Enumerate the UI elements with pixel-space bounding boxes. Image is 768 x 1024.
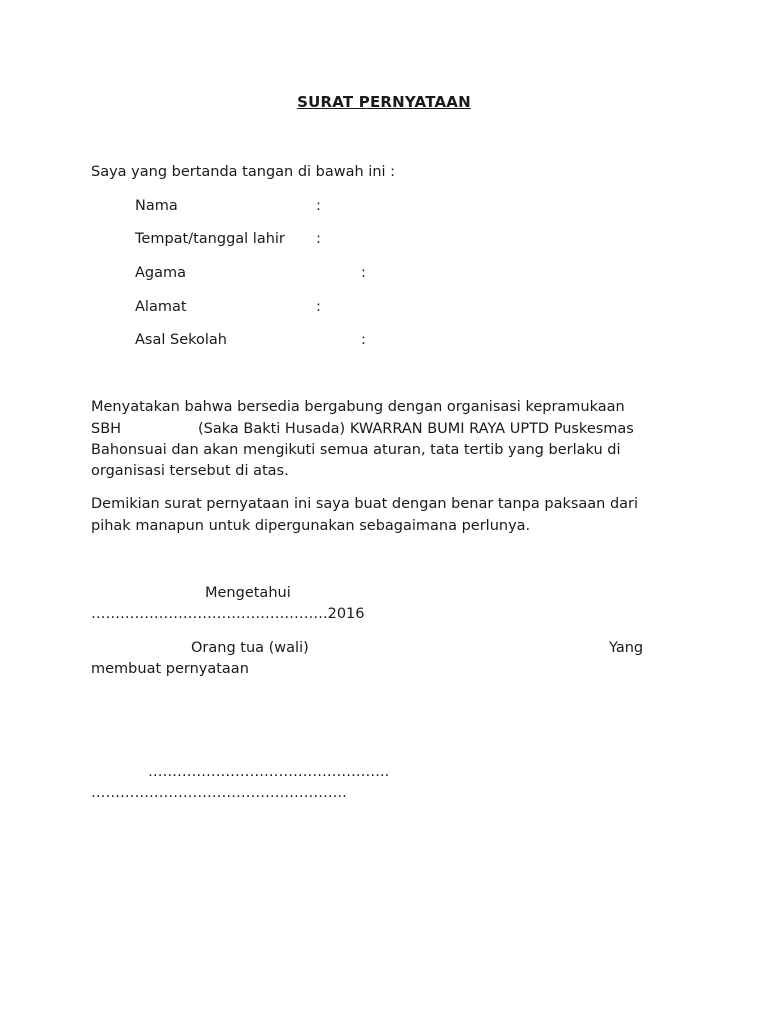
paragraph2-line2: pihak manapun untuk dipergunakan sebagaimana perlunya. [91,518,531,534]
maker-label-b: membuat pernyataan [91,661,249,677]
parent-label: Orang tua (wali) [191,640,309,656]
maker-label-a: Yang [609,640,644,656]
paragraph1-line1: Menyatakan bahwa bersedia bergabung dengan organisasi kepramukaan [91,399,625,415]
paragraph2-line1: Demikian surat pernyataan ini saya buat dengan benar tanpa paksaan dari [91,496,639,512]
paragraph1-line2-b: (Saka Bakti Husada) KWARRAN BUMI RAYA UPTD Puskesmas [198,421,634,437]
maker-signature-dots: …………………………………………….. [91,785,347,801]
field-label-ttl: Tempat/tanggal lahir [135,231,285,247]
field-colon-nama: : [316,198,321,214]
field-label-agama: Agama [135,265,187,281]
field-label-asal-sekolah: Asal Sekolah [135,332,227,348]
date-line: ………………………………………….2016 [91,606,365,622]
field-label-alamat: Alamat [135,299,187,315]
field-colon-alamat: : [316,299,321,315]
mengetahui-label: Mengetahui [205,585,291,601]
field-label-nama: Nama [135,198,178,214]
paragraph1-line4: organisasi tersebut di atas. [91,463,289,479]
parent-signature-dots: ………………………………………….. [148,764,390,780]
field-colon-ttl: : [316,231,321,247]
document-title: SURAT PERNYATAAN [297,93,471,111]
paragraph1-line3: Bahonsuai dan akan mengikuti semua aturan, tata tertib yang berlaku di [91,442,621,458]
paragraph1-line2-a: SBH [91,421,122,437]
intro-text: Saya yang bertanda tangan di bawah ini : [91,164,396,180]
field-colon-agama: : [361,265,366,281]
field-colon-asal-sekolah: : [361,332,366,348]
